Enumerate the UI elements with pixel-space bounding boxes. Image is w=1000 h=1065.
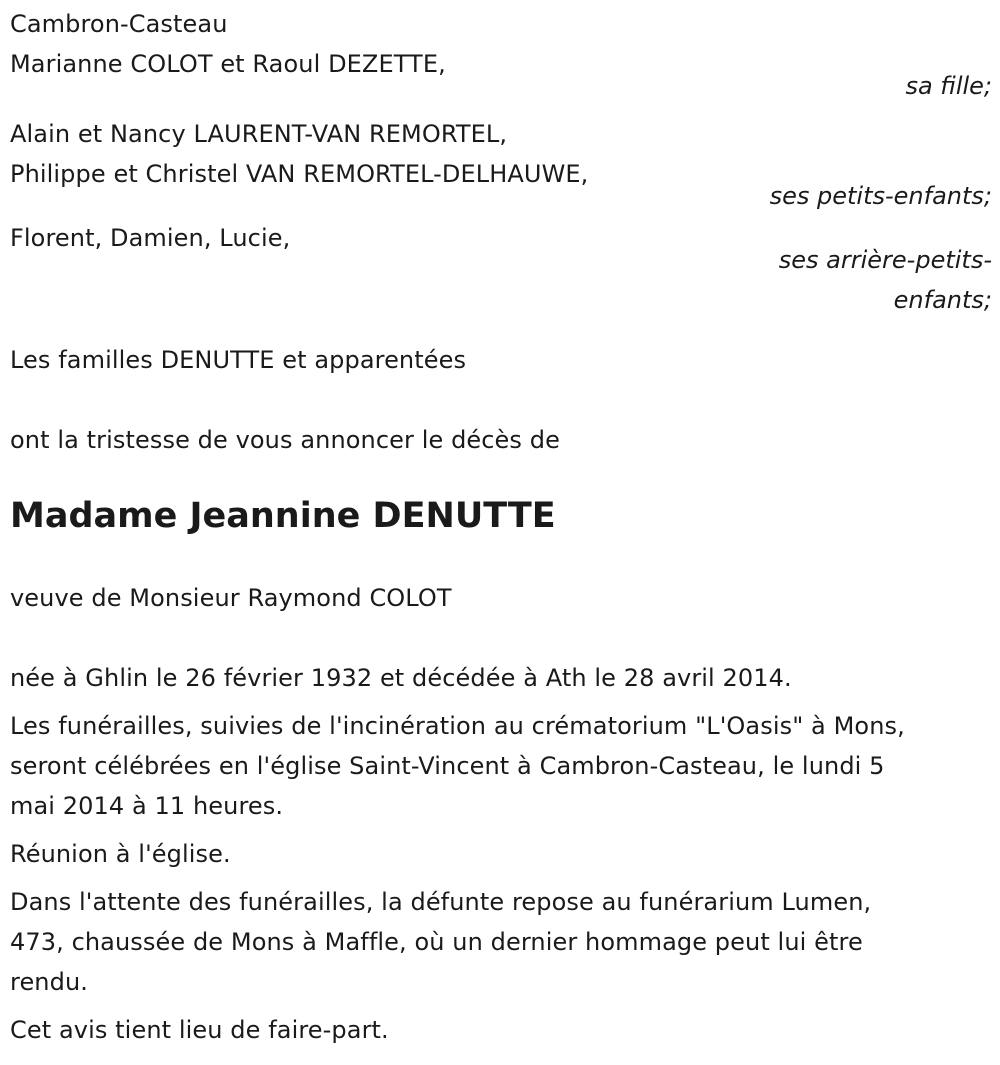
relationship-label: ses arrière-petits- [778, 246, 992, 274]
location-line: Cambron-Casteau [10, 10, 228, 38]
deceased-name: Madame Jeannine DENUTTE [10, 496, 556, 536]
funeral-paragraph [10, 706, 992, 826]
families-line: Les familles DENUTTE et apparentées [10, 346, 467, 374]
family-names-line: Florent, Damien, Lucie, [10, 224, 291, 252]
widow-of-line: veuve de Monsieur Raymond COLOT [10, 584, 452, 612]
birth-death-line: née à Ghlin le 26 février 1932 et décédée à Ath le 28 avril 2014. [10, 664, 792, 692]
paragraph-line: Les funérailles, suivies de l'incinération au crématorium "L'Oasis" à Mons, [10, 712, 905, 740]
family-group-daughter [10, 44, 992, 106]
meeting-line: Réunion à l'église. [10, 840, 231, 868]
repose-paragraph [10, 882, 992, 1002]
family-group-great-grandchildren [10, 218, 992, 320]
paragraph-line: seront célébrées en l'église Saint-Vincent à Cambron-Casteau, le lundi 5 [10, 752, 885, 780]
family-names-line: Marianne COLOT et Raoul DEZETTE, [10, 50, 446, 78]
obituary-notice [10, 4, 992, 1050]
paragraph-line: 473, chaussée de Mons à Maffle, où un dernier hommage peut lui être [10, 928, 863, 956]
relationship-label: ses petits-enfants; [769, 182, 992, 210]
closing-line: Cet avis tient lieu de faire-part. [10, 1016, 389, 1044]
family-names-line: Alain et Nancy LAURENT-VAN REMORTEL, [10, 120, 508, 148]
paragraph-line: Dans l'attente des funérailles, la défunte repose au funérarium Lumen, [10, 888, 872, 916]
announcement-line: ont la tristesse de vous annoncer le décès de [10, 426, 560, 454]
relationship-label-continued: enfants; [893, 286, 992, 314]
paragraph-line: rendu. [10, 968, 88, 996]
family-names-line: Philippe et Christel VAN REMORTEL-DELHAUWE, [10, 160, 589, 188]
paragraph-line: mai 2014 à 11 heures. [10, 792, 284, 820]
relationship-label: sa fille; [905, 72, 992, 100]
family-group-grandchildren [10, 114, 992, 216]
